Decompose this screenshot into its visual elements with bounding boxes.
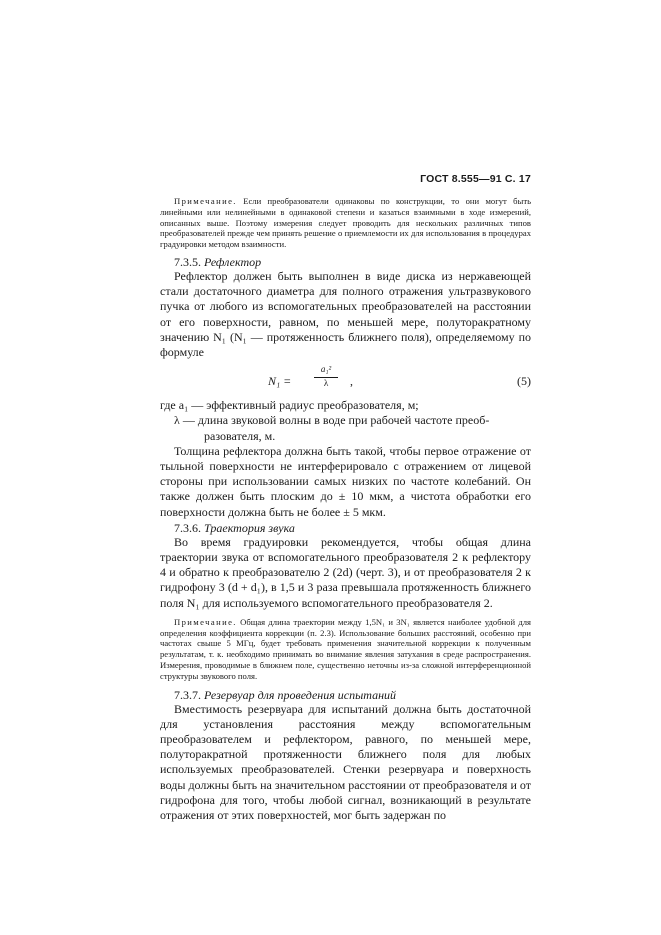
section-number: 7.3.7. [174,687,201,702]
page-header: ГОСТ 8.555—91 С. 17 [420,173,531,185]
section-title: Траектория звука [204,520,295,535]
page-content [160,196,531,823]
note-1-text: Если преобразователи одинаковы по конструкции, то они могут быть линейными или нелинейными в одинаковой степени и казаться взаимными в ходе измерений, описанных выше. Поэтому измерения следует проводить для нескольких различных типов преобразователей прежде чем принять решение о приемлемости их для использования в процедурах градуировки методом взаимности. [160,196,531,250]
section-7-3-5-heading [160,255,531,269]
where-line-1: где a₁ — эффективный радиус преобразователя, м; [160,398,419,413]
note-1 [160,196,531,250]
formula-fraction [314,364,338,389]
note-2-label: Примечание. [174,616,237,627]
formula-number: (5) [517,374,531,389]
section-number: 7.3.6. [174,520,201,535]
formula-trailing: , [350,374,353,389]
formula-denominator: λ [323,378,329,389]
note-2-text: Общая длина траектории между 1,5N₁ и 3N₁ является наиболее удобной для определения коэффициента коррекции (п. 2.3). Использование больших расстояний, особенно при частотах свыше 5 МГц, будет требовать применения значительной коррекции к полученным результатам, т. к. необходимо принимать во внимание явления затухания в среде распространения. Измерения, проводимые в ближнем поле, существенно неточны из-за сложной интерференционной структуры звукового поля. [160,616,531,681]
note-1-label: Примечание. [174,196,237,206]
formula-numerator: a₁² [320,364,332,375]
thickness-paragraph: Толщина рефлектора должна быть такой, чтобы первое отражение от тыльной поверхности не интерферировало с отражением от лицевой стороны при использовании самых низких по частоте колебаний. Он также должен быть плоским до ± 10 мкм, а чистота обработки его поверхности должна быть не более ± 5 мкм. [160,443,531,519]
section-7-3-6-paragraph: Во время градуировки рекомендуется, чтобы общая длина траектории звука от вспомогательного преобразователя 2 к рефлектору 4 и обратно к преобразователю 2 (2d) (черт. 3), и от преобразователя 2 к гидрофону 3 (d + d₁), в 1,5 и 3 раза превышала протяженность ближнего поля N₁ для используемого вспомогательного преобразователя 2. [160,534,531,610]
section-7-3-7-paragraph: Вместимость резервуара для испытаний должна быть достаточной для установления расстояния между вспомогательным преобразователем и рефлектором, равного, по меньшей мере, полуторакратной протяженности ближнего поля для любых используемых преобразователей. Стенки резервуара и поверхность воды должны быть на значительном расстоянии от преобразователя и от гидрофона для того, чтобы любой сигнал, возникающий в результате отражения от этих поверхностей, мог быть задержан по [160,701,531,823]
section-7-3-6-heading [160,521,531,535]
where-line-3: разователя, м. [204,428,276,443]
note-2 [160,617,531,682]
section-number: 7.3.5. [174,254,201,269]
where-line-2: λ — длина звуковой волны в воде при рабочей частоте преоб- [174,413,490,428]
section-title: Рефлектор [204,254,262,269]
formula-5 [160,364,531,398]
section-title: Резервуар для проведения испытаний [204,687,397,702]
section-7-3-7-heading [160,688,531,702]
section-7-3-5-paragraph: Рефлектор должен быть выполнен в виде диска из нержавеющей стали достаточного диаметра для полного отражения ультразвукового пучка от любого из вспомогательных преобразователей на расстоянии от его поверхности, равном, по меньшей мере, полуторакратному значению N₁ (N₁ — протяженность ближнего поля), определяемому по формуле [160,268,531,359]
formula-lhs: N₁ = [268,374,292,389]
